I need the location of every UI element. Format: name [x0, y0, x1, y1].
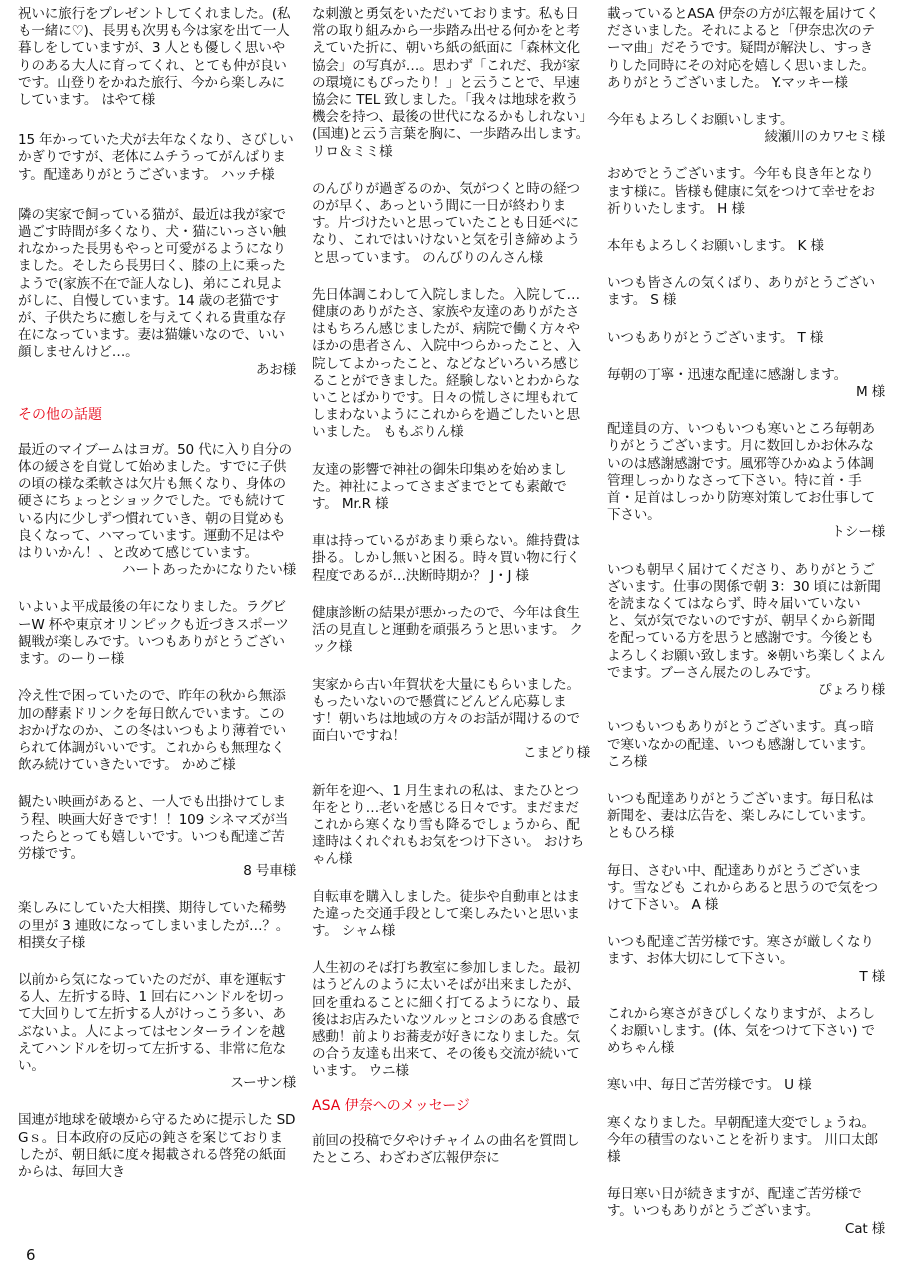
message-text: 今年もよろしくお願いします。: [607, 112, 794, 129]
reader-message: [607, 166, 885, 218]
reader-message: [312, 6, 590, 161]
message-signature: Cat 様: [844, 1220, 885, 1237]
message-text: 楽しみにしていた大相撲、期待していた稀勢の里が 3 連敗になってしまいましたが…？。 相撲女子様: [18, 900, 290, 951]
message-text: これから寒さがきびしくなりますが、よろしくお願いします。(体、気をつけて下さい) でめちゃん様: [607, 1005, 875, 1057]
reader-message: [18, 6, 296, 109]
message-signature: T 様: [859, 968, 885, 985]
reader-message: [607, 562, 885, 700]
message-text: な刺激と勇気をいただいております。私も日常の取り組みから一歩踏み出せる何かをと考えていた折に、朝いち紙の紙面に「森林文化協会」の写真が…。思わず「これだ、我が家の環境にもぴったり！」と云うことで、早速協会に TEL 致しました。「我々は地球を救う機会を持つ、最後の世代になるかもしれない」(国連)と云う言葉を胸に、一歩踏み出します。 リロ＆ミミ様: [312, 6, 589, 160]
reader-message: [312, 783, 590, 869]
message-text: 隣の実家で飼っている猫が、最近は我が家で過ごす時間が多くなり、犬・猫にいっさい触れなかった長男もやっと可愛がるようになりました。そしたら長男曰く、膝の上に乗ったようで(家族不在で証人なし)、弟にこれ見よがしに、自慢しています。14 歳の老猫ですが、子供たちに癒しを与えてくれる貴重な存在になっています。妻は猫嫌いなので、いい顔しませんけど…。: [18, 206, 286, 361]
reader-message: [312, 677, 590, 763]
reader-message: [18, 972, 296, 1092]
reader-message: [607, 112, 885, 146]
message-text: 友達の影響で神社の御朱印集めを始めました。神社によってさまざまでとても素敵です。 Mr.R 様: [312, 461, 567, 513]
message-text: 健康診断の結果が悪かったので、今年は食生活の見直しと運動を頑張ろうと思います。 クック様: [312, 604, 583, 656]
message-signature: あお様: [255, 361, 296, 378]
reader-message: [607, 238, 885, 255]
message-text: いつも配達ありがとうございます。毎日私は新聞を、妻は広告を、楽しみにしています。 ともひろ様: [607, 790, 874, 842]
message-text: 毎日、さむい中、配達ありがとうございます。雪なども これからあると思うので気をつけて下さい。 A 様: [607, 862, 878, 913]
section-heading-asa-ina-messages: ASA 伊奈へのメッセージ: [312, 1097, 470, 1114]
message-text: 前回の投稿で夕やけチャイムの曲名を質問したところ、わざわざ広報伊奈に: [312, 1132, 580, 1166]
message-text: 寒くなりました。早朝配達大変でしょうね。今年の積雪のないことを祈ります。 川口太郎様: [607, 1114, 878, 1165]
reader-message: [18, 599, 296, 668]
reader-message: [607, 1115, 885, 1167]
reader-message: [607, 863, 885, 915]
message-text: 載っているとASA 伊奈の方が広報を届けてくださいました。それによると「伊奈忠次のテーマ曲」だそうです。疑問が解決し、すっきりした同時にその対応を嬉しく思いました。ありがとうございました。 Y.マッキー様: [607, 6, 880, 91]
message-text: 冷え性で困っていたので、昨年の秋から無添加の酵素ドリンクを毎日飲んでいます。このおかげなのか、この冬はいつもより薄着でいられて体調がいいです。これからも無理なく飲み続けていきたいです。 かめご様: [18, 688, 286, 774]
message-signature: スーサン様: [230, 1075, 296, 1092]
message-text: いつも皆さんの気くばり、ありがとうございます。 S 様: [607, 275, 875, 309]
reader-message: [312, 889, 590, 941]
message-signature: こまどり様: [523, 745, 590, 762]
reader-message: [607, 719, 885, 771]
message-text: 本年もよろしくお願いします。 K 様: [607, 238, 824, 255]
reader-message: [312, 960, 590, 1080]
section-heading-other-topics: その他の話題: [18, 406, 102, 423]
message-signature: 綾瀬川のカワセミ様: [764, 129, 885, 146]
message-signature: トシー様: [831, 524, 885, 541]
message-text: 配達員の方、いつもいつも寒いところ毎朝ありがとうございます。月に数回しかお休みないのは感謝感謝です。風邪等ひかぬよう体調管理しっかりなさって下さい。特に首・手首・足首はしっかり防寒対策してお仕事して下さい。: [607, 421, 875, 524]
column-left: [18, 6, 296, 1181]
reader-message: [18, 900, 296, 952]
reader-message: [312, 605, 590, 657]
message-text: 観たい映画があると、一人でも出掛けてしまう程、映画大好きです！！109 シネマズが当ったらとっても嬉しいです。いつも配達ご苦労様です。: [18, 794, 289, 862]
message-text: 寒い中、毎日ご苦労様です。 U 様: [607, 1077, 812, 1094]
message-signature: ぴょろり様: [818, 682, 885, 699]
reader-message: [18, 207, 296, 379]
reader-message: [18, 442, 296, 580]
message-text: 最近のマイブームはヨガ。50 代に入り自分の体の緩さを自覚して始めました。すでに子供の頃の様な柔軟さは欠片も無くなり、身体の硬さにちょっとショックでした。でも続けている内に少しずつ慣れていき、朝の目覚めも良くなって、ハマっています。運動不足はやはりいかん！、と改めて感じています。: [18, 441, 292, 562]
message-text: 15 年かっていた犬が去年なくなり、さびしいかぎりですが、老体にムチうってがんばります。配達ありがとうございます。 ハッチ様: [18, 132, 294, 183]
column-right: [607, 6, 885, 1238]
reader-message: [607, 934, 885, 986]
reader-message: [312, 181, 590, 267]
reader-message: [18, 1112, 296, 1181]
reader-message: [607, 1006, 885, 1058]
message-text: 新年を迎へ、1 月生まれの私は、またひとつ年をとり…老いを感じる日々です。まだまだこれから寒くなり雪も降るでしょうから、配達時はくれぐれもお気をつけ下さい。 おけちゃん様: [312, 782, 584, 868]
message-text: 以前から気になっていたのだが、車を運転する人、左折する時、1 回右にハンドルを切って大回りして左折する人がけっこう多い、あぶないよ。人によってはセンターラインを越えてハンドルを切って左折する、非常に危ない。: [18, 971, 286, 1074]
reader-message: [607, 6, 885, 92]
message-signature: ハートあったかになりたい様: [122, 562, 296, 579]
message-text: いつもありがとうございます。 T 様: [607, 329, 824, 346]
reader-message: [607, 1186, 885, 1238]
reader-message: [312, 1133, 590, 1167]
reader-message: [312, 287, 590, 442]
message-text: いつもいつもありがとうございます。真っ暗で寒いなかの配達、いつも感謝しています。 ころ様: [607, 719, 874, 770]
message-text: いつも配達ご苦労様です。寒さが厳しくなります、お体大切にして下さい。: [607, 934, 874, 968]
message-text: 祝いに旅行をプレゼントしてくれました。(私も一緒に♡)、長男も次男も今は家を出て一人暮しをしていますが、3 人とも優しく思いやりのある大人に育ってくれ、とても仲が良いです。山登りをかねた旅行、今から楽しみにしています。 はやて様: [18, 6, 291, 109]
message-text: のんびりが過ぎるのか、気がつくと時の経つのが早く、あっという間に一日が終わります。片づけたいと思っていたことも日延べになり、これではいけないと気を引き締めようと思っています。 のんびりのんさん様: [312, 180, 580, 266]
reader-message: [18, 688, 296, 774]
reader-message: [607, 791, 885, 843]
message-text: いつも朝早く届けてくださり、ありがとうございます。仕事の関係で朝 3：30 頃には新聞を読まなくてはならず、時々届いていないと、気が気でないのですが、朝早くから新聞を配っている方を思うと感謝です。今後ともよろしくお願い致します。※朝いち楽しくよんでます。ブーさん展たのしみです。: [607, 561, 885, 681]
page-number: 6: [26, 1246, 36, 1264]
reader-message: [18, 132, 296, 184]
message-text: 毎日寒い日が続きますが、配達ご苦労様です。いつもありがとうございます。: [607, 1186, 862, 1220]
message-text: いよいよ平成最後の年になりました。ラグビーW 杯や東京オリンピックも近づきスポーツ観戦が楽しみです。いつもありがとうございます。のーりー様: [18, 599, 289, 668]
message-text: 実家から古い年賀状を大量にもらいました。もったいないので懸賞にどんどん応募します！朝いちは地域の方々のお話が聞けるので面白いですね！: [312, 676, 580, 745]
message-text: 先日体調こわして入院しました。入院して…健康のありがたさ、家族や友達のありがたさはもちろん感じましたが、病院で働く方々やほかの患者さん、入院中つらかったこと、入院してよかったこと、などなどいろいろ感じることができました。経験しないとわからないことばかりです。日々の慌しさに埋もれてしまわないようにこれからを過ごしたいと思いました。 ももぷりん様: [312, 286, 581, 441]
message-text: 毎朝の丁寧・迅速な配達に感謝します。: [607, 366, 847, 383]
message-text: 人生初のそば打ち教室に参加しました。最初はうどんのように太いそばが出来ましたが、回を重ねることに細く打てるようになり、最後はお店みたいなツルッとコシのある食感で感動！前よりお蕎麦が好きになりました。気の合う友達も出来て、その後も交流が続いています。 ウニ様: [312, 960, 580, 1080]
reader-message: [312, 462, 590, 514]
reader-message: [607, 367, 885, 401]
column-middle: [312, 6, 590, 1167]
message-text: おめでとうございます。今年も良き年となります様に。皆様も健康に気をつけて幸せをお祈りいたします。 H 様: [607, 166, 875, 217]
reader-message: [18, 794, 296, 880]
reader-message: [607, 1077, 885, 1094]
message-signature: 8 号車様: [243, 863, 296, 880]
reader-message: [607, 421, 885, 541]
message-text: 車は持っているがあまり乗らない。維持費は掛る。しかし無いと困る。時々買い物に行く程度であるが…決断時期か？ J・J 様: [312, 533, 580, 584]
reader-message: [312, 533, 590, 585]
reader-message: [607, 330, 885, 347]
reader-message: [607, 275, 885, 309]
message-text: 自転車を購入しました。徒歩や自動車とはまた違った交通手段として楽しみたいと思います。 シャム様: [312, 888, 580, 939]
message-signature: M 様: [855, 384, 885, 401]
message-text: 国連が地球を破壊から守るために提示した SDGｓ。日本政府の反応の鈍さを案じておりましたが、朝日紙に度々掲載される啓発の紙面からは、毎回大き: [18, 1112, 296, 1180]
